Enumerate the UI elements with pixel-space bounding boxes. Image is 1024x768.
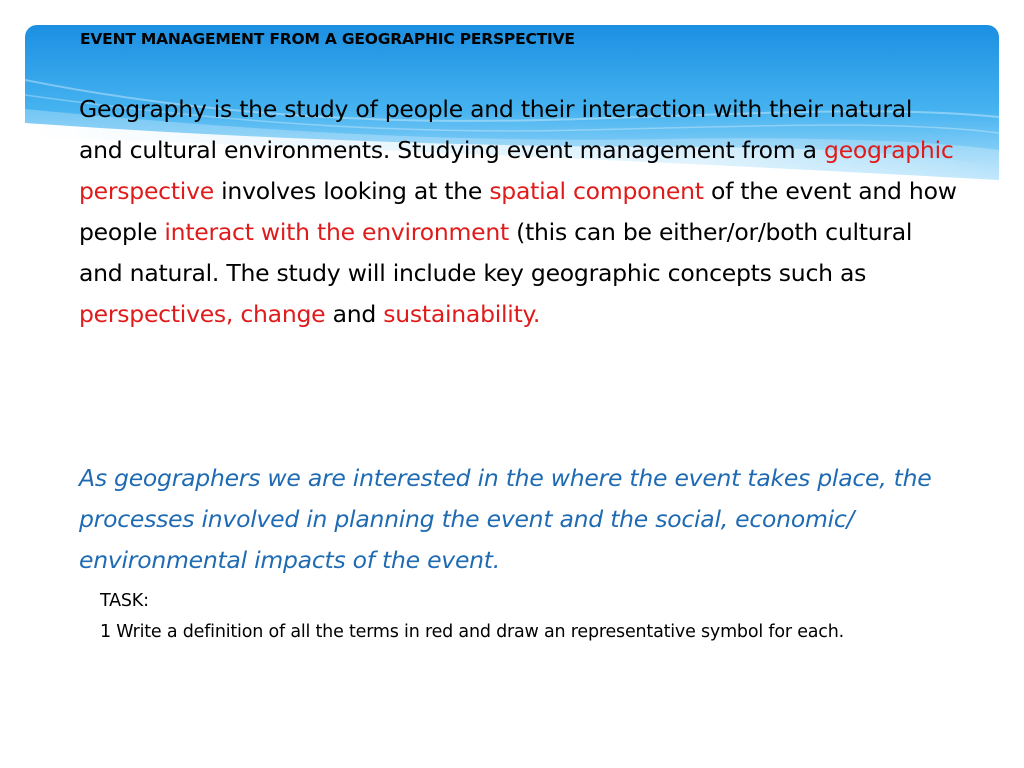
- task-block: [100, 586, 880, 648]
- red-term-geographic-perspective: geographic perspective: [79, 136, 954, 205]
- intro-paragraph: [79, 89, 959, 335]
- page-title: EVENT MANAGEMENT FROM A GEOGRAPHIC PERSPECTIVE: [80, 30, 575, 48]
- intro-text-4: (this can be either/or/both cultural and natural. The study will include key geographic concepts such as: [79, 218, 913, 287]
- task-heading: TASK:: [100, 591, 149, 611]
- red-term-interact-environment: interact with the environment: [164, 218, 509, 246]
- intro-text-2: involves looking at the: [213, 177, 490, 205]
- red-term-perspectives-change: perspectives, change: [79, 300, 326, 328]
- intro-text-3: of the event and how people: [79, 177, 957, 246]
- intro-text-1: Geography is the study of people and their interaction with their natural and cultural environments. Studying event management from a: [79, 95, 913, 164]
- red-term-sustainability: sustainability.: [383, 300, 541, 328]
- red-term-spatial-component: spatial component: [489, 177, 704, 205]
- task-instruction: 1 Write a definition of all the terms in red and draw an representative symbol for each.: [100, 622, 844, 642]
- geographers-note: As geographers we are interested in the where the event takes place, the processes involved in planning the event and the social, economic/ environmental impacts of the event.: [79, 464, 932, 574]
- intro-text-5: and: [325, 300, 384, 328]
